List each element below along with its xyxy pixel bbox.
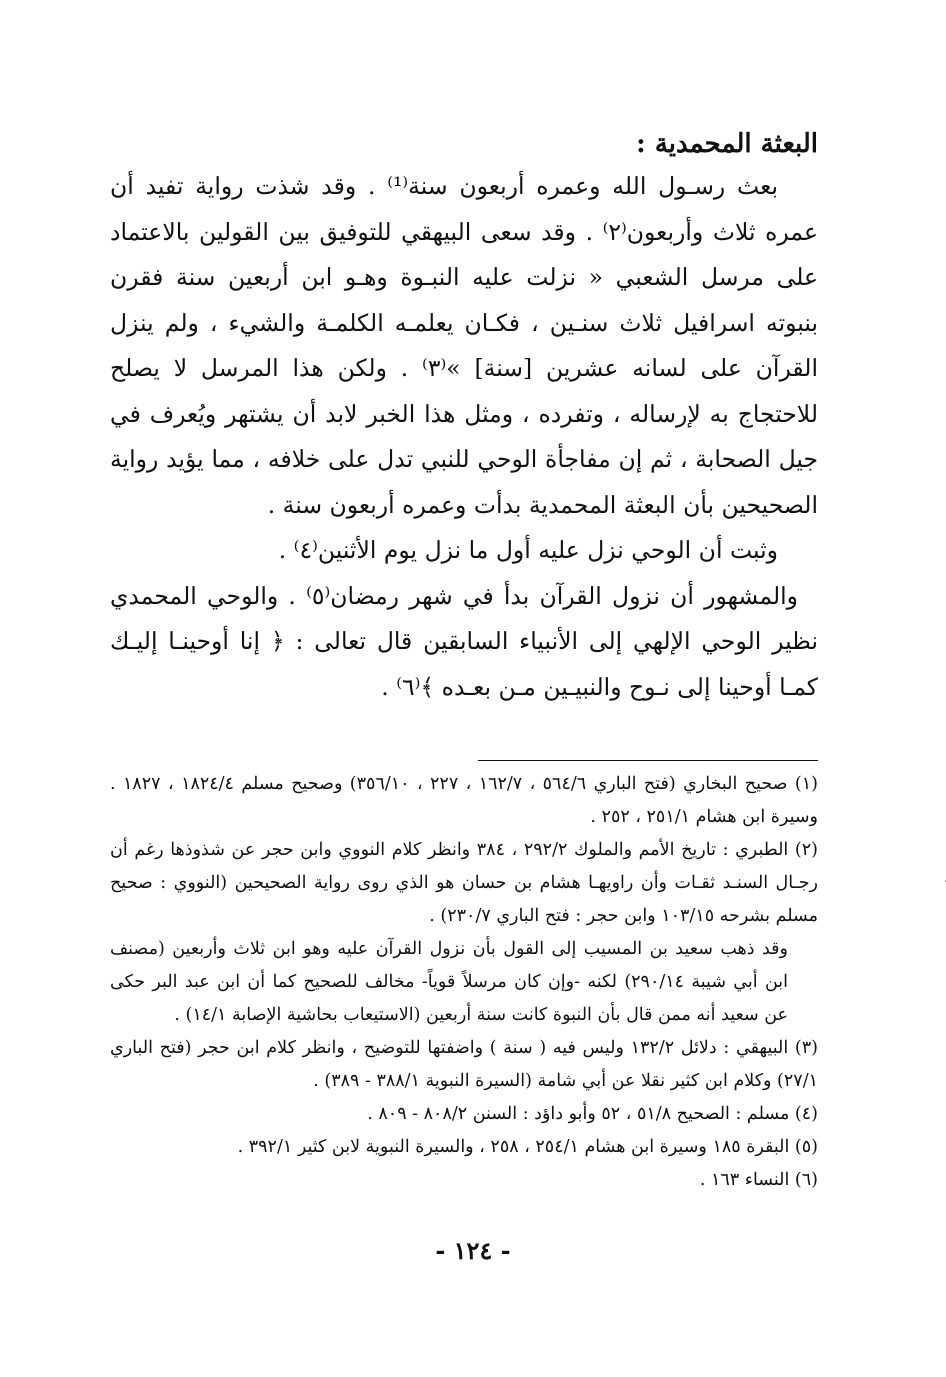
paragraph-3: والمشهور أن نزول القرآن بدأ في شهر رمضان⁽٥⁾ . والوحي المحمدي نظير الوحي الإلهي إلى الأنبياء السابقين قال تعالى : ﴿ إنا أوحينـا إليـك كمـا أوحينا إلى نـوح والنبيـين مـن بعـده ﴾⁽٦⁾ . [110, 581, 818, 701]
page-number: - ١٢٤ - [435, 1236, 511, 1265]
footnote-3: (٣) البيهقي : دلائل ١٣٢/٢ وليس فيه ( سنة ) واضفتها للتوضيح ، وانظر كلام ابن حجر (فتح الباري ٢٧/١) وكلام ابن كثير نقلا عن أبي شامة (السيرة النبوية ٣٨٨/١ - ٣٨٩) . [110, 1038, 818, 1091]
paragraph-1: بعث رسـول الله وعمره أربعون سنة⁽¹⁾ . وقد شذت رواية تفيد أن عمره ثلاث وأربعون⁽٢⁾ . وقد سعى البيهقي للتوفيق بين القولين بالاعتماد على مرسل الشعبي « نزلت عليه النبـوة وهـو ابن أربعين سنة فقرن بنبوته اسرافيل ثلاث سنـين ، فكـان يعلمـه الكلمـة والشيء ، ولم ينزل القرآن على لسانه عشرين [سنة] »⁽٣⁾ . ولكن هذا المرسل لا يصلح للاحتجاج به لإرساله ، وتفرده ، ومثل هذا الخبر لابد أن يشتهر ويُعرف في جيل الصحابة ، ثم إن مفاجأة الوحي للنبي تدل على خلافه ، مما يؤيد رواية الصحيحين بأن البعثة المحمدية بدأت وعمره أربعون سنة . [110, 172, 818, 519]
footnote-1: (١) صحيح البخاري (فتح الباري ٥٦٤/٦ ، ١٦٢/٧ ، ٢٢٧ ، ٣٥٦/١٠) وصحيح مسلم ١٨٢٤/٤ ، ١٨٢٧ . وسيرة ابن هشام ٢٥١/١ ، ٢٥٢ . [110, 774, 818, 827]
footnote-2-continued: وقد ذهب سعيد بن المسيب إلى القول بأن نزول القرآن عليه وهو ابن ثلاث وأربعين (مصنف ابن أبي شيبة ٢٩٠/١٤) لكنه -وإن كان مرسلاً قوياً- مخالف للصحيح كما أن ابن عبد البر حكى عن سعيد أنه ممن قال بأن النبوة كانت سنة أربعين (الاستيعاب بحاشية الإصابة ١٤/١) . [110, 939, 788, 1025]
footnote-6: (٦) النساء ١٦٣ . [699, 1170, 818, 1190]
footnote-2: (٢) الطبري : تاريخ الأمم والملوك ٢٩٢/٢ ، ٣٨٤ وانظر كلام النووي وابن حجر عن شذوذها رغم أن رجـال السنـد ثقـات وأن راويهـا هشام بن حسان هو الذي روى رواية الصحيحين (النووي : صحيح مسلم بشرحه ١٠٣/١٥ وابن حجر : فتح الباري ٢٣٠/٧) . [110, 840, 818, 926]
main-text [110, 164, 818, 710]
footnote-5: (٥) البقرة ١٨٥ وسيرة ابن هشام ٢٥٤/١ ، ٢٥٨ ، والسيرة النبوية لابن كثير ٣٩٢/١ . [237, 1137, 818, 1157]
footnote-4: (٤) مسلم : الصحيح ٥١/٨ ، ٥٢ وأبو داؤد : السنن ٨٠٨/٢ - ٨٠٩ . [367, 1104, 818, 1124]
paragraph-2: وثبت أن الوحي نزل عليه أول ما نزل يوم الأثنين⁽٤⁾ . [278, 536, 778, 564]
footnotes [110, 768, 818, 1197]
section-heading: البعثة المحمدية : [636, 129, 818, 159]
footnote-separator [478, 760, 818, 761]
